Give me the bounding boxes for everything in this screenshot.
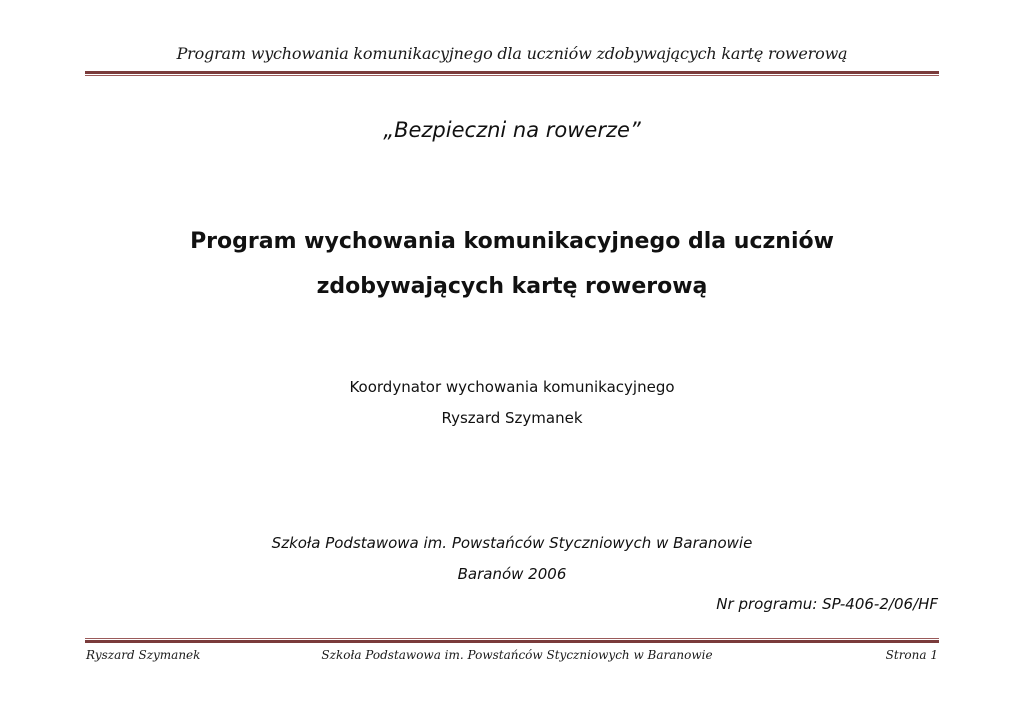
- coordinator-role: Koordynator wychowania komunikacyjnego: [349, 378, 675, 396]
- footer-divider: [85, 638, 939, 643]
- footer-page-number: Strona 1: [885, 648, 938, 662]
- coordinator-name: Ryszard Szymanek: [441, 409, 583, 427]
- document-subtitle: „Bezpieczni na rowerze”: [383, 118, 641, 142]
- place-year: Baranów 2006: [457, 565, 567, 583]
- footer-school: Szkoła Podstawowa im. Powstańców Styczniowych w Baranowie: [321, 648, 713, 662]
- header-divider: [85, 71, 939, 76]
- running-header: Program wychowania komunikacyjnego dla uczniów zdobywających kartę rowerową: [176, 44, 848, 63]
- school-name: Szkoła Podstawowa im. Powstańców Styczniowych w Baranowie: [271, 534, 753, 552]
- document-title-line-2: zdobywających kartę rowerową: [316, 274, 708, 299]
- program-number: Nr programu: SP-406-2/06/HF: [716, 595, 938, 613]
- footer-author: Ryszard Szymanek: [86, 648, 201, 662]
- document-title-line-1: Program wychowania komunikacyjnego dla uczniów: [190, 229, 834, 254]
